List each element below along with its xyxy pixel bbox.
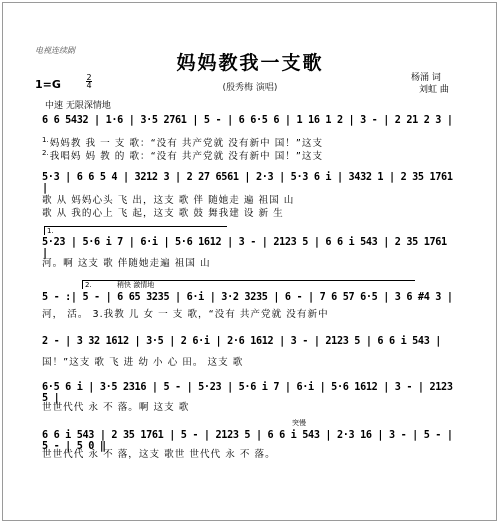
lyric-line	[42, 399, 457, 413]
staff-2	[42, 172, 457, 218]
meter-top: 2	[86, 73, 92, 82]
notation-line: 6 6 i 543 | 2 35 1761 | 5 - | 2123 5 | 6 6 i 543 | 2·3 16 | 3 - | 5 - | 5 - | 5 0 ‖	[42, 430, 453, 452]
verse-number: 2.	[42, 148, 49, 157]
lyric-line	[42, 354, 457, 368]
meter-bottom: 4	[86, 81, 92, 90]
verse-number: 1.	[42, 135, 49, 144]
expression-mark: 稍快 激情地	[117, 281, 155, 289]
lyric-line	[42, 446, 457, 460]
lyric-text: 河， 活。 3.我教 儿 女 一 支 歌，“没有 共产党就 没有新中	[42, 309, 329, 320]
lyric-text: 歌 从 妈妈心头 飞 出，这支 歌 伴 随她走 遍 祖国 山	[42, 195, 295, 206]
notation-line: 5 - :| 5 - | 6 65 3235 | 6·i | 3·2 3235 | 6 - | 7 6 57 6·5 | 3 6 #4 3 |	[42, 292, 453, 303]
tempo-marking: 中速 无限深情地	[45, 101, 111, 111]
lyric-text: 歌 从 我的心上 飞 起，这支 歌 鼓 舞我建 设 新 生	[42, 208, 284, 219]
staff-1	[42, 115, 457, 161]
lyric-line	[42, 148, 457, 162]
composer-credit: 刘虹 曲	[419, 85, 449, 95]
lyricist-credit: 杨涌 词	[411, 73, 441, 83]
lyric-line	[42, 306, 457, 320]
lyric-text: 妈妈教 我 一 支 歌：“没有 共产党就 没有新中 国！”这支	[49, 138, 324, 149]
staff-5	[42, 336, 457, 382]
lyric-text: 世世代代 永 不 落。啊 这支 歌	[42, 402, 190, 413]
song-title: 妈妈教我一支歌	[176, 52, 324, 74]
notation-line: 5·23 | 5·6 i 7 | 6·i | 5·6 1612 | 3 - | 2123 5 | 6 6 i 543 | 2 35 1761 |	[42, 237, 447, 259]
lyric-line	[42, 255, 457, 269]
lyric-text: 我唱妈 妈 教 的 歌：“没有 共产党就 没有新中 国！”这支	[49, 151, 324, 162]
expression-mark: 突慢	[292, 419, 306, 427]
lyric-text: 河。啊 这支 歌 伴随她走遍 祖国 山	[42, 258, 211, 269]
source-label: 电视连续剧	[35, 46, 75, 55]
notation-line: 2 - | 3 32 1612 | 3·5 | 2 6·i | 2·6 1612 | 3 - | 2123 5 | 6 6 i 543 |	[42, 336, 442, 347]
notation-line: 5·3 | 6 6 5 4 | 3212 3 | 2 27 6561 | 2·3 | 5·3 6 i | 3432 1 | 2 35 1761 |	[42, 172, 453, 194]
key-signature: 1=G	[35, 78, 61, 91]
lyric-text: 世世代代 永 不 落，这支 歌世 世代代 永 不 落。	[42, 449, 276, 460]
staff-4	[42, 292, 457, 338]
staff-3	[42, 237, 457, 283]
lyric-text: 国！”这支 歌 飞 进 幼 小 心 田。 这支 歌	[42, 357, 244, 368]
second-ending-bracket: 2.	[82, 280, 415, 289]
lyric-line	[42, 192, 457, 206]
staff-6	[42, 382, 457, 428]
lyric-line	[42, 135, 457, 149]
notation-line: 6·5 6 i | 3·5 2316 | 5 - | 5·23 | 5·6 i 7 | 6·i | 5·6 1612 | 3 - | 2123 5 |	[42, 382, 453, 404]
notation-line: 6 6 5432 | 1·6 | 3·5 2761 | 5 - | 6 6·5 6 | 1 16 1 2 | 3 - | 2 21 2 3 |	[42, 115, 453, 126]
first-ending-bracket: 1.	[44, 226, 227, 235]
staff-7	[42, 430, 457, 476]
performer: (殷秀梅 演唱)	[222, 83, 278, 93]
lyric-line	[42, 205, 457, 219]
